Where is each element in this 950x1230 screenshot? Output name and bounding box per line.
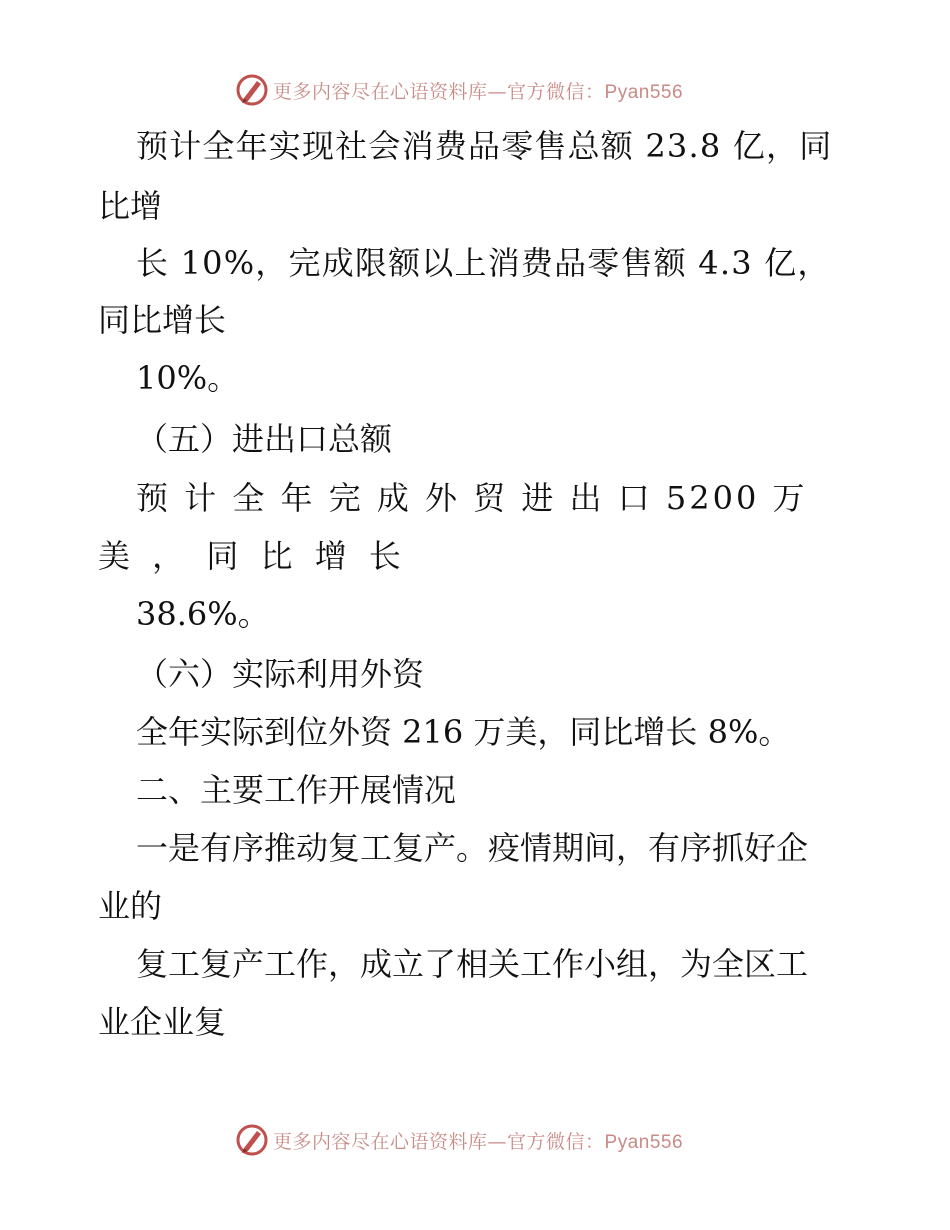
paragraph-line: 同比增长 [98, 301, 227, 339]
paragraph-line: 预 计 全 年 完 成 外 贸 进 出 口 5200 万 [136, 479, 808, 517]
watermark-wechat-id: Pyan556 [604, 1131, 684, 1153]
paragraph-line: 比增 [98, 187, 163, 225]
paragraph-line: 全年实际到位外资 216 万美，同比增长 8%。 [136, 713, 791, 751]
watermark-text [273, 1127, 683, 1154]
watermark-main-text: 更多内容尽在心语资料库—官方微信： [273, 80, 605, 103]
paragraph-line: 业企业复 [98, 1003, 227, 1041]
paragraph-line: 38.6%。 [136, 595, 270, 633]
section-heading: （五）进出口总额 [136, 420, 393, 458]
paragraph-line: 长 10%，完成限额以上消费品零售额 4.3 亿， [136, 244, 831, 282]
pen-logo-icon [235, 1123, 269, 1157]
section-heading: （六）实际利用外资 [136, 655, 425, 693]
paragraph-line: 预计全年实现社会消费品零售总额 23.8 亿，同 [136, 127, 833, 165]
paragraph-line: 美 ， 同 比 增 长 [98, 537, 407, 575]
paragraph-line: 业的 [98, 887, 163, 925]
watermark-wechat-id: Pyan556 [604, 81, 684, 103]
paragraph-line: 复工复产工作，成立了相关工作小组，为全区工 [136, 945, 809, 983]
paragraph-line: 10%。 [136, 359, 240, 397]
section-heading: 二、主要工作开展情况 [136, 771, 457, 809]
paragraph-line: 一是有序推动复工复产。疫情期间，有序抓好企 [136, 829, 809, 867]
watermark-main-text: 更多内容尽在心语资料库—官方微信： [273, 1130, 605, 1153]
watermark-footer [235, 1122, 715, 1158]
